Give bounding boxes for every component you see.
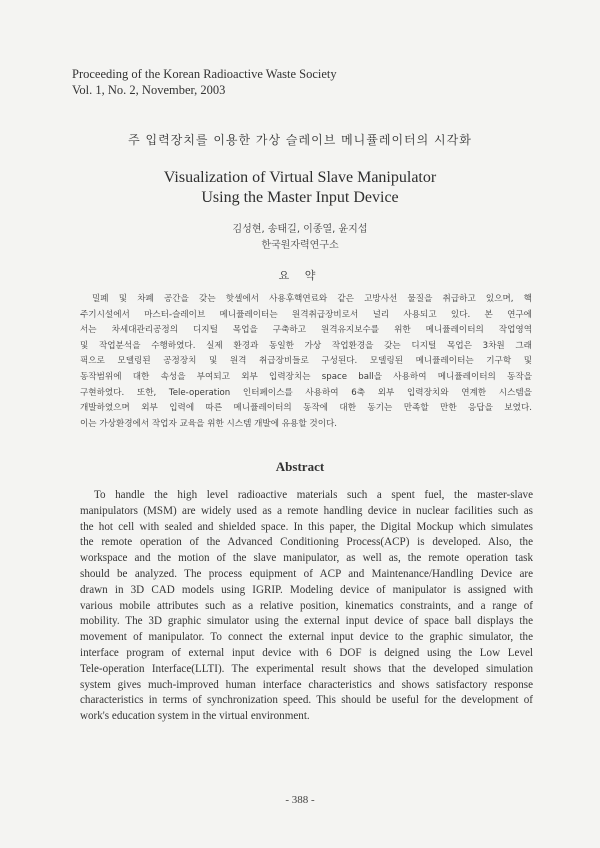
affiliation: 한국원자력연구소 (261, 240, 339, 251)
abstract-line: mobility. The 3D graphic simulator using the external input device of space ball displays the (80, 615, 533, 628)
korean-abstract-line: 서는 차세대관리공정의 디지털 목업을 구축하고 원격유지보수를 위한 메니퓰레이터의 작업영역 (80, 325, 532, 336)
abstract-line: interface program of external input device with 6 DOF is deigned using the Low Level (80, 646, 533, 659)
page-number: - 388 - (285, 794, 315, 806)
korean-abstract-line: 개발하였으며 외부 입력에 따른 메니퓰레이터의 동작에 대한 동기는 만족할 만한 응답을 보였다. (80, 403, 532, 414)
abstract-line: drawn in 3D CAD models using IGRIP. Modeling device of manipulator is assigned with (80, 583, 533, 596)
english-abstract (80, 488, 533, 725)
korean-title: 주 입력장치를 이용한 가상 슬레이브 메니퓰레이터의 시각화 (128, 133, 472, 147)
abstract-heading: Abstract (275, 459, 325, 474)
journal-volume: Vol. 1, No. 2, November, 2003 (72, 83, 226, 97)
abstract-line: Tele-operation Interface(LLTI). The experimental result shows that the developed simulation (80, 662, 533, 675)
korean-abstract-line: 밀폐 및 차폐 공간을 갖는 핫셀에서 사용후핵연료와 같은 고방사선 물질을 취급하고 있으며, 핵 (92, 294, 532, 304)
abstract-line: the hot cell with sealed and shielded space. In this paper, the Digital Mockup which simulates (80, 520, 533, 533)
abstract-line: characteristics in terms of synchronization speed. This should be useful for the development of (80, 694, 533, 707)
abstract-line: system gives much-improved human interface characteristics and shows satisfactory response (80, 678, 533, 691)
abstract-line: work's education system in the virtual environment. (80, 710, 310, 723)
korean-abstract-line: 주기시설에서 마스터-슬레이브 메니퓰레이터는 원격취급장비로서 널리 사용되고 있다. 본 연구에 (80, 309, 532, 320)
abstract-line: To handle the high level radioactive materials such a spent fuel, the master-slave (94, 489, 533, 501)
korean-abstract (80, 292, 532, 432)
korean-abstract-line: 구현하였다. 또한, Tele-operation 인터페이스를 사용하여 6축 외부 입력장치와 연계한 시스템을 (80, 387, 532, 398)
korean-abstract-line: 픽으로 모델링된 공정장치 및 원격 취급장비들로 구성된다. 모델링된 메니퓰레이터는 기구학 및 (80, 356, 532, 367)
abstract-line: should be analyzed. The process equipment of ACP and Maintenance/Handling Device are (80, 567, 533, 580)
abstract-line: manipulators (MSM) are widely used as a remote handling device in nuclear facilities such as (80, 504, 533, 517)
english-title (0, 168, 600, 208)
korean-abstract-line: 및 작업분석을 수행하였다. 실제 환경과 동일한 가상 작업환경을 갖는 디지털 목업은 3차원 그래 (80, 340, 532, 351)
korean-abstract-heading: 요 약 (278, 269, 322, 282)
abstract-line: movement of manipulator. To connect the external input device to the graphic simulator, the (80, 631, 533, 644)
abstract-line: workspace and the motion of the slave manipulator, as well as, the remote operation task (80, 552, 533, 565)
english-title-line-2: Using the Master Input Device (201, 189, 399, 206)
english-title-line-1: Visualization of Virtual Slave Manipulator (163, 169, 437, 186)
abstract-line: the remote operation of the Advanced Conditioning Process(ACP) is developed. Also, the (80, 536, 533, 549)
authors: 김성현, 송태길, 이종열, 윤지섭 (232, 224, 368, 235)
author-block (0, 222, 600, 254)
journal-name: Proceeding of the Korean Radioactive Waste Society (72, 67, 337, 81)
journal-header (72, 66, 337, 98)
korean-abstract-line: 이는 가상환경에서 작업자 교육을 위한 시스템 개발에 유용할 것이다. (80, 418, 338, 429)
korean-abstract-line: 동작범위에 대한 속성을 부여되고 외부 입력장치는 space ball을 사용하여 메니퓰레이터의 동작을 (80, 371, 532, 382)
abstract-line: various mobile attributes such as a relative position, kinematics constraints, and a range of (80, 599, 533, 612)
